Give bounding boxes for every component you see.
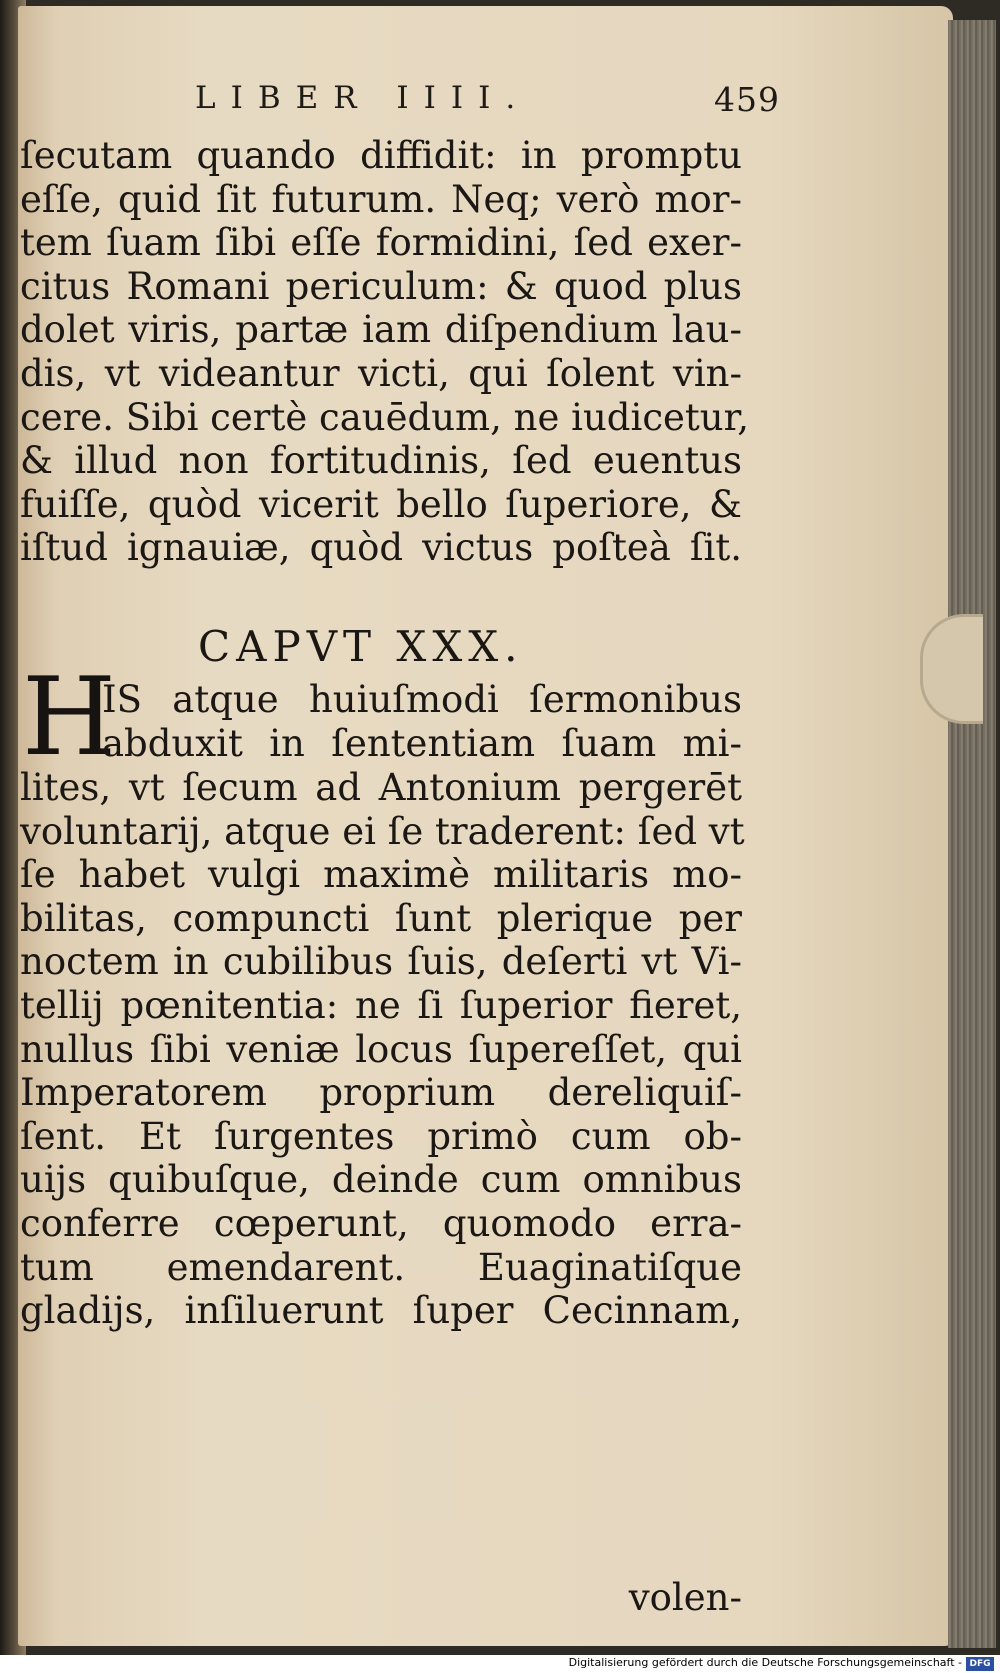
text-line: dolet viris, partæ iam diſpendium lau- [20,308,742,352]
funding-credit: Digitalisierung gefördert durch die Deutsche Forschungsgemeinschaft - [568,1656,962,1669]
text-line: citus Romani periculum: & quod plus [20,264,742,308]
text-line: cere. Sibi certè cauēdum, ne iudicetur, [20,395,750,439]
text-line: gladijs, inſiluerunt ſuper Cecinnam, [20,1289,742,1333]
paragraph-2 [20,766,745,1333]
running-head: LIBER IIII. [195,80,531,116]
text-line: tellij pœnitentia: ne ſi ſuperior fieret, [20,983,742,1027]
paragraph-2-indented [102,678,742,765]
text-line: & illud non fortitudinis, ſed euentus [20,439,742,483]
text-line: ſecutam quando diffidit: in promptu [20,134,742,177]
catchword: volen- [628,1576,742,1619]
text-line: nullus ſibi veniæ locus ſupereſſet, qui [20,1027,742,1071]
text-line: tem ſuam ſibi eſſe formidini, ſed exer- [20,221,742,265]
text-line: lites, vt ſecum ad Antonium pergerēt [20,766,742,809]
bookmark-tab [920,614,983,724]
text-line: tum emendarent. Euaginatiſque [20,1245,742,1289]
text-line: dis, vt videantur victi, qui ſolent vin- [20,351,742,395]
text-line: noctem in cubilibus ſuis, deſerti vt Vi- [20,940,742,984]
text-line: iſtud ignauiæ, quòd victus poſteà ſit. [20,526,742,570]
text-line: uijs quibuſque, deinde cum omnibus [20,1158,742,1202]
text-line: voluntarij, atque ei ſe traderent: ſed vt [20,809,745,853]
text-line: bilitas, compuncti ſunt plerique per [20,896,742,940]
text-line: abduxit in ſententiam ſuam mi- [102,721,742,765]
page-number: 459 [714,80,780,119]
text-line: ſent. Et ſurgentes primò cum ob- [20,1114,742,1158]
text-line: fuiſſe, quòd vicerit bello ſuperiore, & [20,482,742,526]
dfg-logo: DFG [966,1657,994,1671]
text-line: conferre cœperunt, quomodo erra- [20,1201,742,1245]
page-edges [948,20,996,1648]
drop-cap: H [22,655,117,780]
footer-bar [0,1655,1000,1673]
chapter-heading: CAPVT XXX. [198,622,524,671]
paragraph-1 [20,134,750,570]
text-line: ſe habet vulgi maximè militaris mo- [20,853,742,897]
text-line: Imperatorem proprium dereliquiſ- [20,1071,742,1115]
text-line: eſſe, quid ſit futurum. Neq; verò mor- [20,177,742,221]
text-line: IS atque huiuſmodi ſermonibus [102,678,742,721]
